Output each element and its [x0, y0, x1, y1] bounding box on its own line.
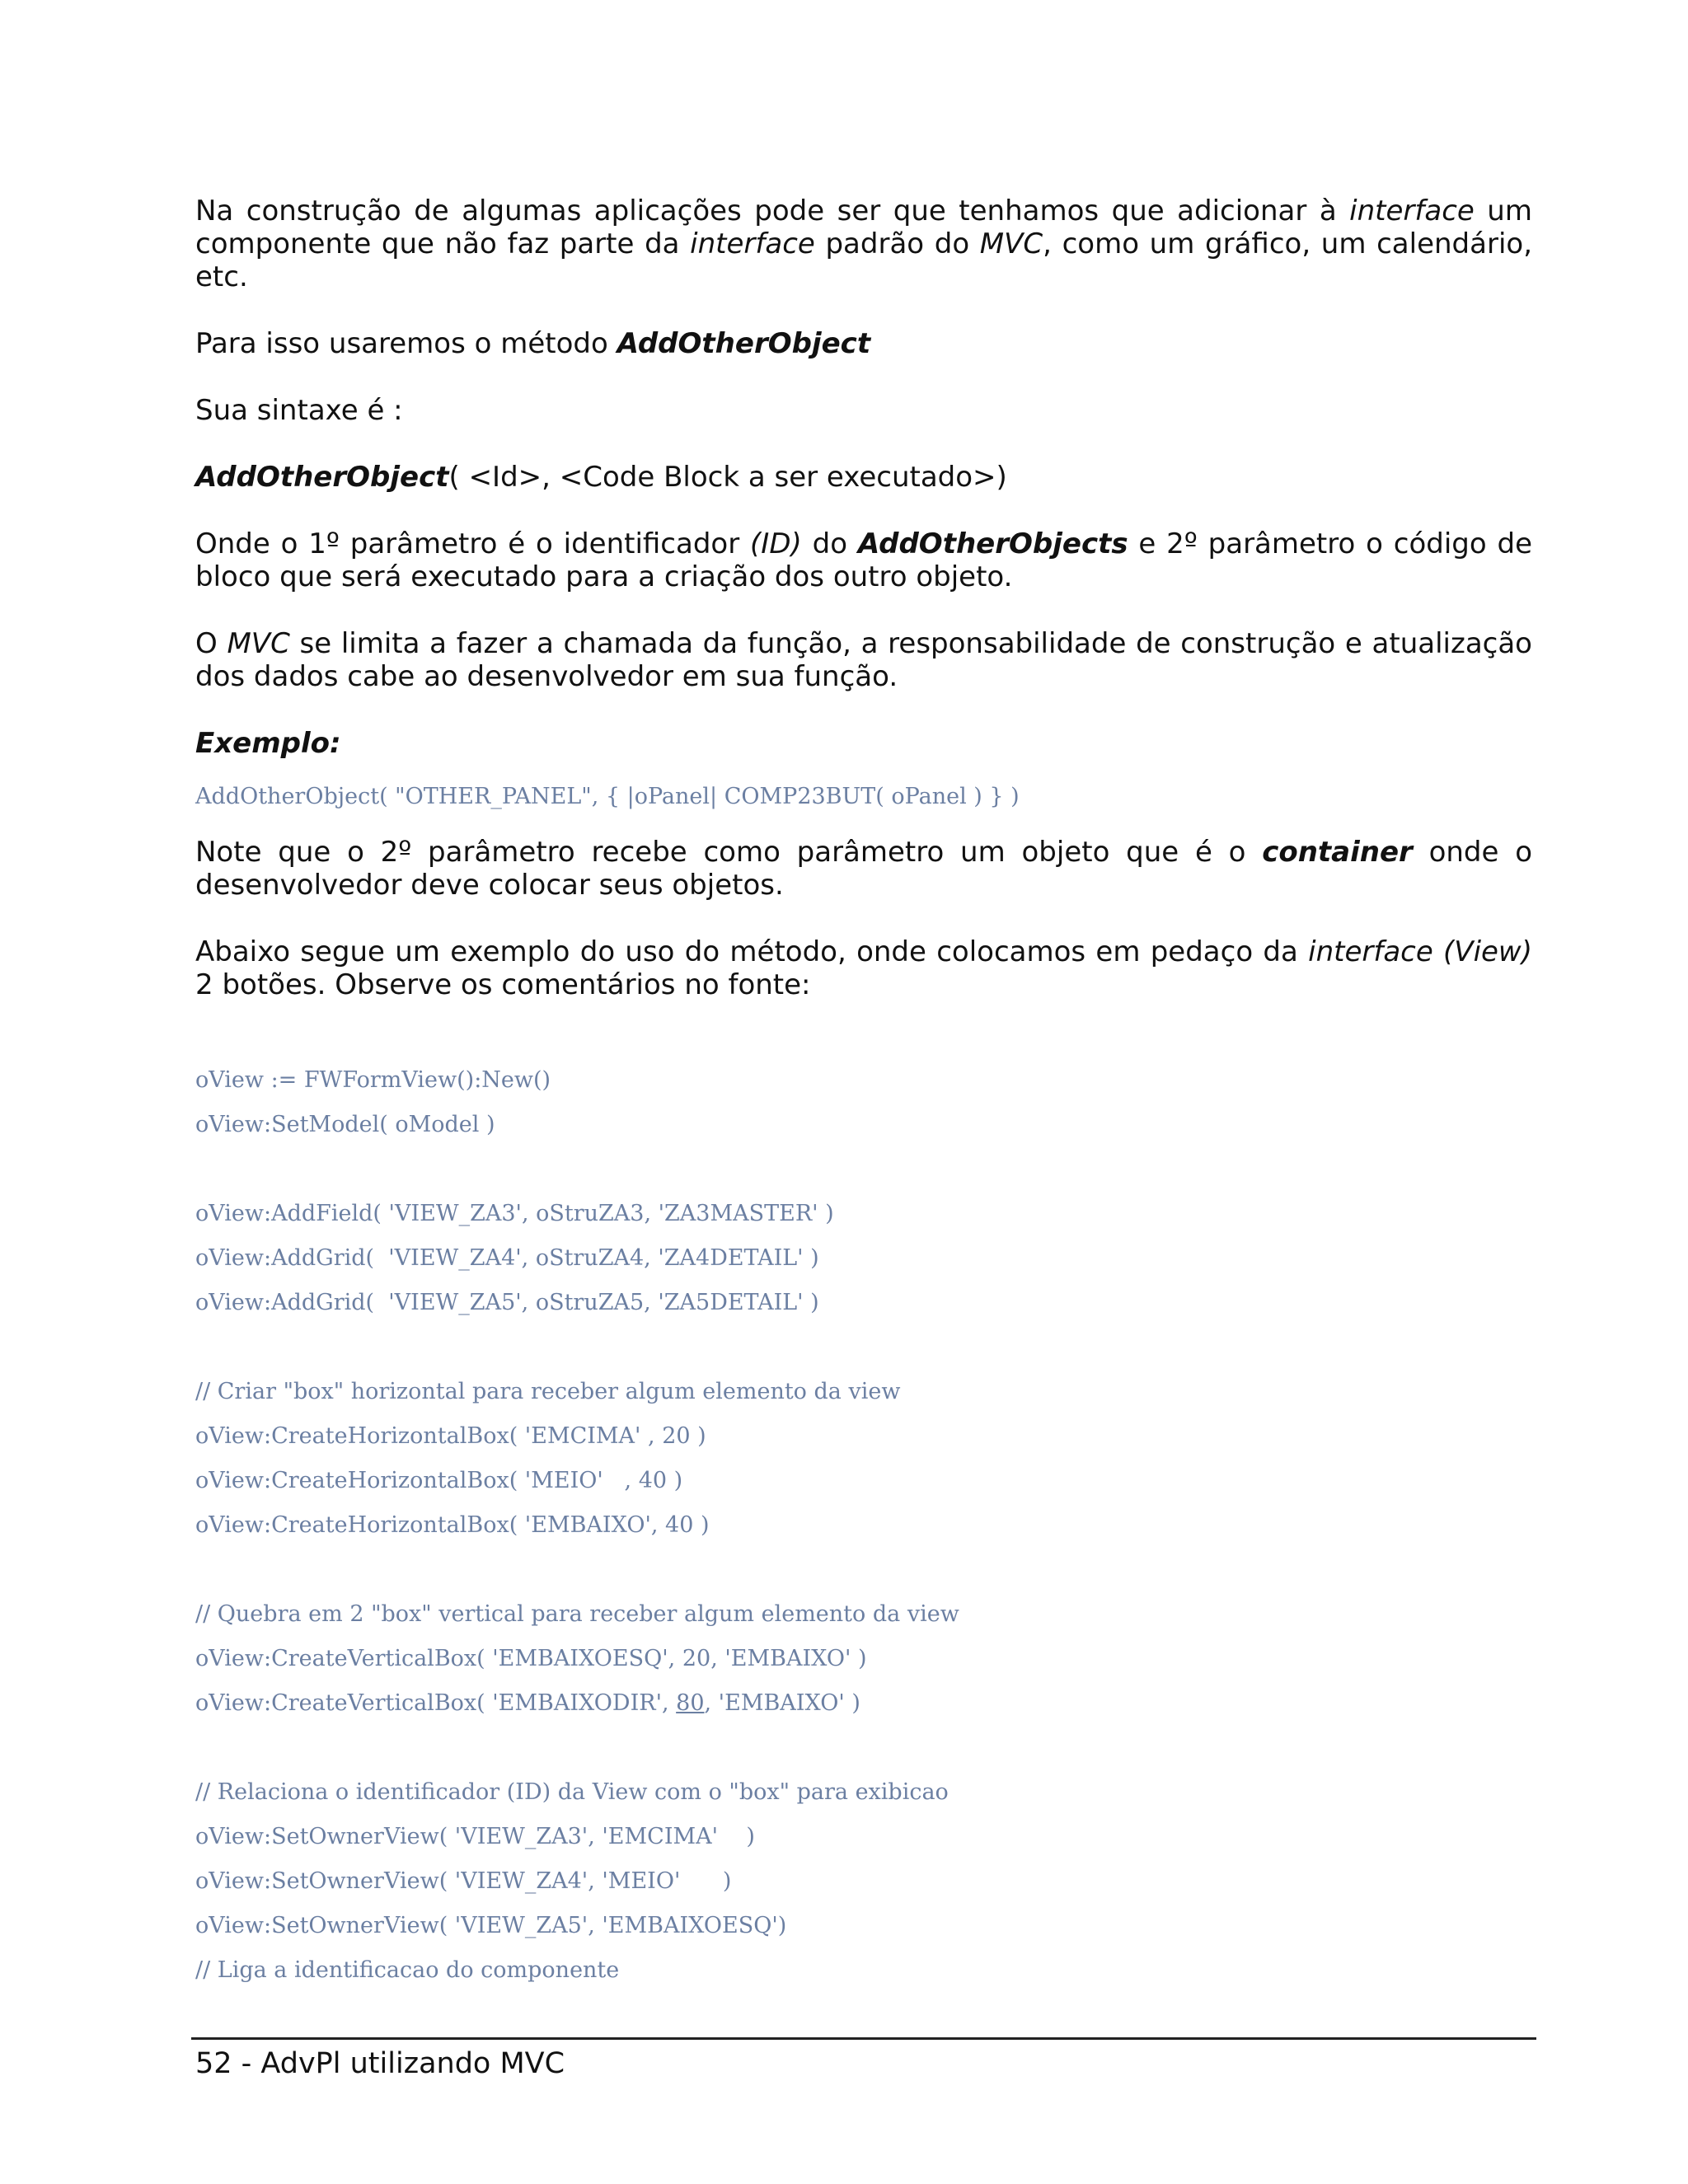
code-comment: // Quebra em 2 "box" vertical para receber algum elemento da view: [195, 1601, 959, 1627]
code-comment: // Relaciona o identificador (ID) da View com o "box" para exibicao: [195, 1779, 949, 1805]
intro-text: , como um gráfico, um calendário, etc.: [195, 227, 1533, 293]
params-text: do: [801, 527, 858, 560]
intro-emphasis: interface: [690, 227, 815, 260]
method-paragraph: [195, 327, 1532, 360]
intro-text: Na construção de algumas aplicações pode ser que tenhamos que adicionar à: [195, 194, 1350, 227]
params-text: Onde o 1º parâmetro é o identificador: [195, 527, 751, 560]
code-line: oView:SetOwnerView( 'VIEW_ZA3', 'EMCIMA' ): [195, 1824, 755, 1849]
code-line: oView:SetModel( oModel ): [195, 1112, 495, 1137]
mvc-emphasis: MVC: [227, 627, 290, 660]
code-line: oView:CreateVerticalBox( 'EMBAIXOESQ', 20, 'EMBAIXO' ): [195, 1646, 867, 1671]
intro-paragraph: [195, 194, 1532, 293]
syntax-line: [195, 461, 1532, 494]
below-paragraph: [195, 935, 1532, 1001]
mvc-text: se limita a fazer a chamada da função, a responsabilidade de construção e atualização dos dados cabe ao desenvolvedor em sua função.: [195, 627, 1532, 693]
method-text: Para isso usaremos o método: [195, 327, 617, 360]
syntax-method: AddOtherObject: [195, 461, 449, 494]
note-paragraph: [195, 836, 1532, 902]
code-blank-line: [195, 1726, 1532, 1770]
code-line: oView:AddGrid( 'VIEW_ZA4', oStruZA4, 'ZA4DETAIL' ): [195, 1245, 819, 1271]
code-line: oView:AddGrid( 'VIEW_ZA5', oStruZA5, 'ZA5DETAIL' ): [195, 1290, 819, 1315]
mvc-paragraph: [195, 627, 1532, 693]
code-line: oView:CreateHorizontalBox( 'EMCIMA' , 20 ): [195, 1423, 706, 1449]
code-blank-line: [195, 1147, 1532, 1192]
code-blank-line: [195, 1325, 1532, 1370]
syntax-args: ( <Id>, <Code Block a ser executado>): [448, 461, 1007, 494]
example-code-block: [195, 775, 1532, 819]
code-fragment: , 'EMBAIXO' ): [704, 1690, 860, 1716]
params-text: e 2º parâmetro o código de bloco que será executado para a criação dos outro objeto.: [195, 527, 1533, 593]
intro-text: um componente que não faz parte da: [195, 194, 1532, 260]
code-line: AddOtherObject( "OTHER_PANEL", { |oPanel| COMP23BUT( oPanel ) } ): [195, 784, 1020, 809]
code-line: oView:SetOwnerView( 'VIEW_ZA4', 'MEIO' ): [195, 1868, 732, 1894]
method-name: AddOtherObject: [617, 327, 871, 360]
below-emphasis: interface (View): [1308, 935, 1533, 968]
code-comment: // Criar "box" horizontal para receber algum elemento da view: [195, 1379, 901, 1404]
page-footer: 52 - AdvPl utilizando MVC: [195, 2047, 565, 2080]
example-label: Exemplo:: [195, 727, 341, 760]
document-page: [195, 194, 1532, 2082]
code-line: oView:AddField( 'VIEW_ZA3', oStruZA3, 'ZA3MASTER' ): [195, 1201, 834, 1226]
code-fragment-underlined: 80: [676, 1690, 705, 1716]
code-line: oView:CreateHorizontalBox( 'MEIO' , 40 ): [195, 1468, 683, 1493]
code-line: oView := FWFormView():New(): [195, 1067, 551, 1093]
params-emphasis: (ID): [750, 527, 802, 560]
below-text: 2 botões. Observe os comentários no fonte:: [195, 968, 811, 1001]
mvc-text: O: [195, 627, 227, 660]
code-blank-line: [195, 1548, 1532, 1592]
note-emphasis: container: [1262, 836, 1413, 869]
syntax-label: Sua sintaxe é :: [195, 394, 403, 427]
footer-rule: [191, 2037, 1536, 2040]
note-text: Note que o 2º parâmetro recebe como parâmetro um objeto que é o: [195, 836, 1263, 869]
params-method: AddOtherObjects: [857, 527, 1128, 560]
params-paragraph: [195, 527, 1532, 593]
code-comment: // Liga a identificacao do componente: [195, 1957, 620, 1983]
code-line: [195, 1681, 1532, 1726]
code-fragment: oView:CreateVerticalBox( 'EMBAIXODIR',: [195, 1690, 677, 1716]
intro-text: padrão do: [814, 227, 980, 260]
code-line: oView:CreateHorizontalBox( 'EMBAIXO', 40 ): [195, 1512, 710, 1538]
source-code-block: [195, 1014, 1532, 2082]
code-line: oView:SetOwnerView( 'VIEW_ZA5', 'EMBAIXOESQ'): [195, 1913, 787, 1938]
note-text: onde o desenvolvedor deve colocar seus objetos.: [195, 836, 1532, 902]
below-text: Abaixo segue um exemplo do uso do método, onde colocamos em pedaço da: [195, 935, 1309, 968]
intro-emphasis: interface: [1349, 194, 1475, 227]
intro-emphasis: MVC: [979, 227, 1043, 260]
